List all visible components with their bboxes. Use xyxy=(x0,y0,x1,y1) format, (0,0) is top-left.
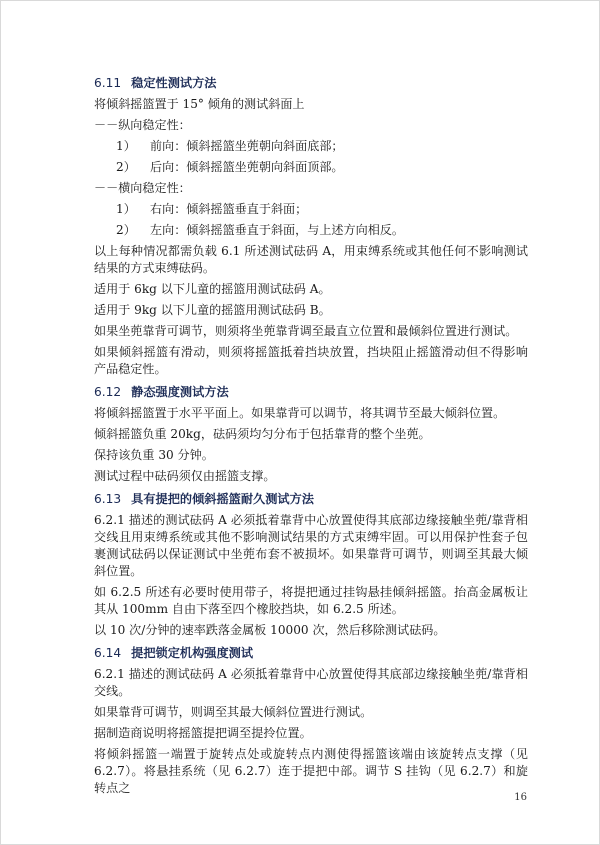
list-item-text: 后向：倾斜摇篮坐蔸朝向斜面顶部。 xyxy=(150,160,344,174)
section-number: 6.11 xyxy=(94,76,122,90)
section-title: 静态强度测试方法 xyxy=(131,385,229,399)
section-heading-6-14 xyxy=(94,645,528,662)
list-item-number: 2） xyxy=(116,160,136,174)
paragraph: 如果倾斜摇篮有滑动，则须将摇篮抵着挡块放置，挡块阻止摇篮滑动但不得影响产品稳定性。 xyxy=(94,345,528,376)
list-item-number: 1） xyxy=(116,139,136,153)
paragraph: 以 10 次/分钟的速率跌落金属板 10000 次，然后移除测试砝码。 xyxy=(94,623,446,637)
section-number: 6.13 xyxy=(94,492,122,506)
list-item-text: 前向：倾斜摇篮坐蔸朝向斜面底部； xyxy=(150,139,344,153)
list-item xyxy=(94,138,528,155)
section-number: 6.14 xyxy=(94,646,122,660)
page-number: 16 xyxy=(514,792,527,803)
section-title: 提把锁定机构强度测试 xyxy=(131,646,254,660)
list-item-text: 右向：倾斜摇篮垂直于斜面； xyxy=(150,202,308,216)
page-content xyxy=(94,69,528,801)
paragraph: 将倾斜摇篮置于水平平面上。如果靠背可以调节，将其调节至最大倾斜位置。 xyxy=(94,406,506,420)
paragraph: 将倾斜摇篮置于 15° 倾角的测试斜面上 xyxy=(94,97,305,111)
paragraph: 如 6.2.5 所述有必要时使用带子，将提把通过挂钩悬挂倾斜摇篮。抬高金属板让其从 100mm 自由下落至四个橡胶挡块，如 6.2.5 所述。 xyxy=(94,585,528,616)
paragraph: 适用于 6kg 以下儿童的摇篮用测试砝码 A。 xyxy=(94,282,331,296)
section-heading-6-11 xyxy=(94,75,528,92)
paragraph: 测试过程中砝码须仅由摇篮支撑。 xyxy=(94,469,276,483)
paragraph: 将倾斜摇篮一端置于旋转点处或旋转点内测使得摇篮该端由该旋转点支撑（见 6.2.7）。将悬挂系统（见 6.2.7）连于提把中部。调节 S 挂钩（见 6.2.7）和旋转点之 xyxy=(94,747,528,795)
paragraph: 据制造商说明将摇篮提把调至提拎位置。 xyxy=(94,726,312,740)
section-title: 稳定性测试方法 xyxy=(131,76,217,90)
paragraph: 如果靠背可调节，则调至其最大倾斜位置进行测试。 xyxy=(94,705,373,719)
paragraph: －－横向稳定性： xyxy=(94,181,191,195)
paragraph: 适用于 9kg 以下儿童的摇篮用测试砝码 B。 xyxy=(94,303,331,317)
section-heading-6-13 xyxy=(94,491,528,508)
paragraph: 以上每种情况都需负载 6.1 所述测试砝码 A，用束缚系统或其他任何不影响测试结果的方式束缚砝码。 xyxy=(94,244,528,275)
section-title: 具有提把的倾斜摇篮耐久测试方法 xyxy=(131,492,314,506)
paragraph: 保持该负重 30 分钟。 xyxy=(94,448,214,462)
paragraph: 6.2.1 描述的测试砝码 A 必须抵着靠背中心放置使得其底部边缘接触坐蔸/靠背相交线且用束缚系统或其他不影响测试结果的方式束缚牢固。可以用保护性套子包裹测试砝码以保证测试中坐蔸布套不被损坏。如果靠背可调节，则调至其最大倾斜位置。 xyxy=(94,513,528,578)
paragraph: 倾斜摇篮负重 20kg，砝码须均匀分布于包括靠背的整个坐蔸。 xyxy=(94,427,431,441)
list-item-number: 1） xyxy=(116,202,136,216)
paragraph: 如果坐蔸靠背可调节，则须将坐蔸靠背调至最直立位置和最倾斜位置进行测试。 xyxy=(94,324,518,338)
paragraph: －－纵向稳定性： xyxy=(94,118,191,132)
list-item xyxy=(94,159,528,176)
list-item-text: 左向：倾斜摇篮垂直于斜面，与上述方向相反。 xyxy=(150,223,404,237)
section-number: 6.12 xyxy=(94,385,122,399)
list-item xyxy=(94,222,528,239)
paragraph: 6.2.1 描述的测试砝码 A 必须抵着靠背中心放置使得其底部边缘接触坐蔸/靠背相交线。 xyxy=(94,667,528,698)
list-item-number: 2） xyxy=(116,223,136,237)
section-heading-6-12 xyxy=(94,384,528,401)
list-item xyxy=(94,201,528,218)
